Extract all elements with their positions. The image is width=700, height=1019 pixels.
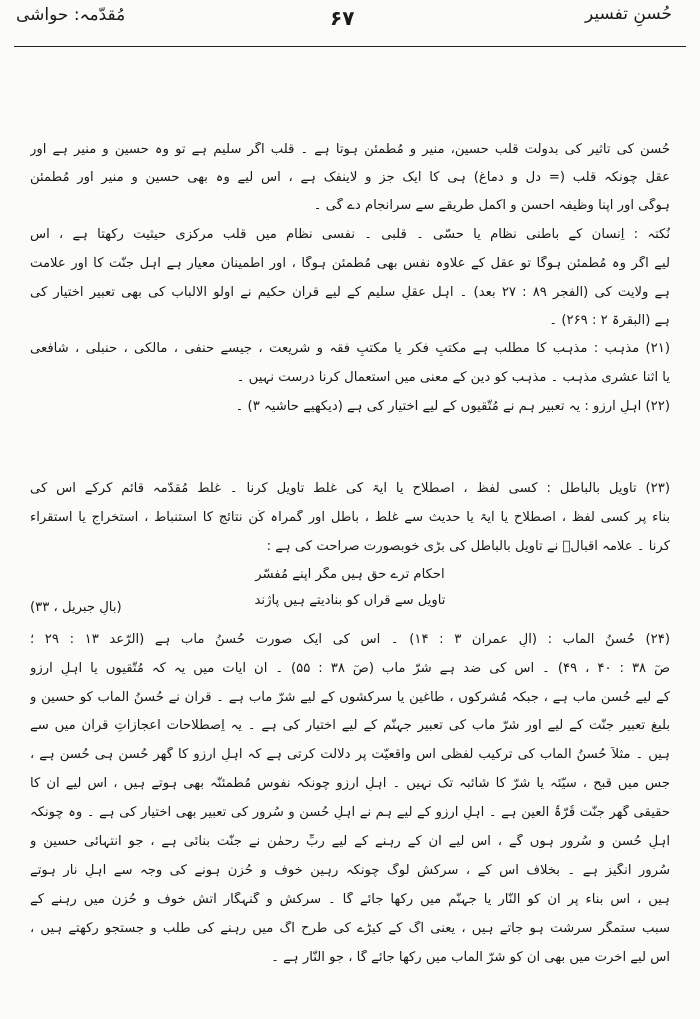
text-line: ہوگی اور اپنا وظیفہ احسن و اکمل طریقے سے سرانجام دے گی ۔ bbox=[313, 198, 670, 213]
text-line: سُرور انگیز ہے ۔ بخلاف اس کے ، سرکش لوگ چونکہ رہینِ خوف و حُزن ہونے کی وجہ سے اہلِ نار ہوتے bbox=[30, 863, 670, 878]
page-number: ۶۷ bbox=[330, 6, 355, 30]
text-line: (۲۱) مذہب : مذہب کا مطلب ہے مکتبِ فکر یا مکتبِ فقہ و شریعت ، جیسے حنفی ، مالکی ، حنبلی ، شافعی bbox=[30, 341, 670, 356]
text-line: کے لیے حُسنِ مآب ہے ، جبکہ مُشرکوں ، طاغین یا سرکشوں کے لیے شرّ مآب ہے ۔ قرآن نے حُسنُ المآب کو حسین و bbox=[30, 690, 670, 705]
text-line: ہے ولایت کی (الفجر ۸۹ : ۲۷ بعد) ۔ اہل عقلِ سلیم کے لیے قرآن حکیم نے اُولُو الالباب کی بھی تعبیر اختیار کی bbox=[30, 285, 670, 300]
text-line: اہلِ حُسن و سُرور ہوں گے ، اس لیے اُن کے رہنے کے لیے ربِّ رحمٰن نے جنّت بنائی ہے ، جو انتہائی حسین و bbox=[30, 834, 670, 849]
book-title: حُسنِ تفسیر bbox=[584, 4, 672, 24]
text-line: نُکتہ : اِنسان کے باطنی نظام یا حسّی ۔ قلبی ۔ نفسی نظام میں قلب مرکزی حیثیت رکھتا ہے ، اس bbox=[30, 227, 670, 242]
text-line: یا اثنا عشری مذہب ۔ مذہب کو دین کے معنی میں استعمال کرنا درست نہیں ۔ bbox=[236, 370, 670, 385]
poem-line: تاویل سے قرآں کو بنادیتے ہیں پاژند bbox=[254, 593, 446, 608]
text-line: بلیغ تعبیر جنّت کے لیے اور شرّ مآب کی تعبیر جہنّم کے لیے اختیار کی ہے ۔ یہ اِصطلاحات اعجازاتِ قرآن میں سے bbox=[30, 718, 670, 733]
text-line: کرنا ۔ علّامہ اقبالؒ نے تاویل بالباطل کی بڑی خوبصورت صراحت کی ہے : bbox=[266, 539, 670, 554]
text-line: حقیقی گھر جنّت قُرّۃُ العین ہے ۔ اہلِ آرزو کے لیے ہم نے اہلِ حُسن و سُرور کی تعبیر بھی اختیار کی ہے ۔ وہ چونکہ bbox=[30, 805, 670, 820]
poem-line: احکام ترے حق ہیں مگر اپنے مُفسّر bbox=[255, 567, 445, 582]
header-rule bbox=[14, 46, 686, 47]
text-line: عقل چونکہ قلب (= دل و دماغ) ہی کا ایک جز و لاینفک ہے ، اس لیے وہ بھی حسین و منیر اور مُطمئن bbox=[30, 170, 670, 185]
poem-reference: (بالِ جبریل ، ۳۳) bbox=[30, 600, 122, 615]
text-line: ہے (البقرۃ ۲ : ۲۶۹) ۔ bbox=[549, 313, 670, 328]
text-line: (۲۳) تاویل بالباطل : کسی لفظ ، اصطلاح یا آیۃ کی غلط تاویل کرنا ۔ غلط مُقدّمہ قائم کرکے اس کی bbox=[30, 481, 670, 496]
text-line: جس میں قبح ، سیّئہ یا شرّ کا شائبہ تک نہیں ۔ اہلِ آرزو چونکہ نفوسِ مُطمئنّہ بھی ہوتے ہیں ، اس لیے ان کا bbox=[30, 776, 670, 791]
text-line: لیے اگر وہ مُطمئن ہوگا تو عقل کے علاوہ نفس بھی مُطمئن ہوگا ، اور اطمینان معیار ہے اہل جنّت کا اور علامت bbox=[30, 256, 670, 271]
text-line: اس لیے آخرت میں بھی اُن کو شرّ المآب میں رکھا جائے گا ، جو النّار ہے ۔ bbox=[271, 950, 670, 965]
text-line: بناء پر کسی لفظ ، اصطلاح یا آیۃ یا حدیث سے غلط ، باطل اور گمراہ کُن نتائج کا استنباط ، استخراج یا استقراء bbox=[30, 510, 670, 525]
section-title: مُقدّمہ: حواشی bbox=[16, 5, 126, 25]
text-line: (۲۴) حُسنُ المآب : (آلِ عمران ۳ : ۱۴) ۔ اس کی ایک صورت حُسنُ مآب ہے (الرّعد ۱۳ : ۲۹ ؛ bbox=[30, 632, 670, 647]
text-line: ہیں ، اس بناء پر ان کو النّار یا جہنّم میں رکھا جائے گا ۔ سرکش و گنہگار آتشِ خوف و حُزن میں رہنے کے bbox=[30, 892, 670, 907]
text-line: صٓ ۳۸ : ۴۰ ، ۴۹) ۔ اس کی ضد ہے شرّ مآب (صٓ ۳۸ : ۵۵) ۔ ان آیات میں یہ کہ مُتّقیوں یا اہلِ آرزو bbox=[30, 661, 670, 676]
text-line: سبب ستمگر سرشت ہو جاتے ہیں ، یعنی آگ کے کیڑے کی طرح آگ میں رہنے کی طلب و جستجو رکھتے ہیں ، bbox=[30, 921, 670, 936]
text-line: (۲۲) اہلِ آرزو : یہ تعبیر ہم نے مُتّقیوں کے لیے اختیار کی ہے (دیکھیے حاشیہ ۳) ۔ bbox=[235, 399, 670, 414]
text-line: حُسن کی تاثیر کی بدولت قلب حسین، منیر و مُطمئن ہوتا ہے ۔ قلب اگر سلیم ہے تو وہ حسین و منیر ہے اور bbox=[30, 142, 670, 157]
text-line: ہیں ۔ مثلاً حُسنُ المآب کی ترکیب لفظی اس واقعیّت پر دلالت کرتی ہے کہ اہلِ آرزو کا گھر حُسن ہی حُسن ہے ، bbox=[30, 747, 670, 762]
